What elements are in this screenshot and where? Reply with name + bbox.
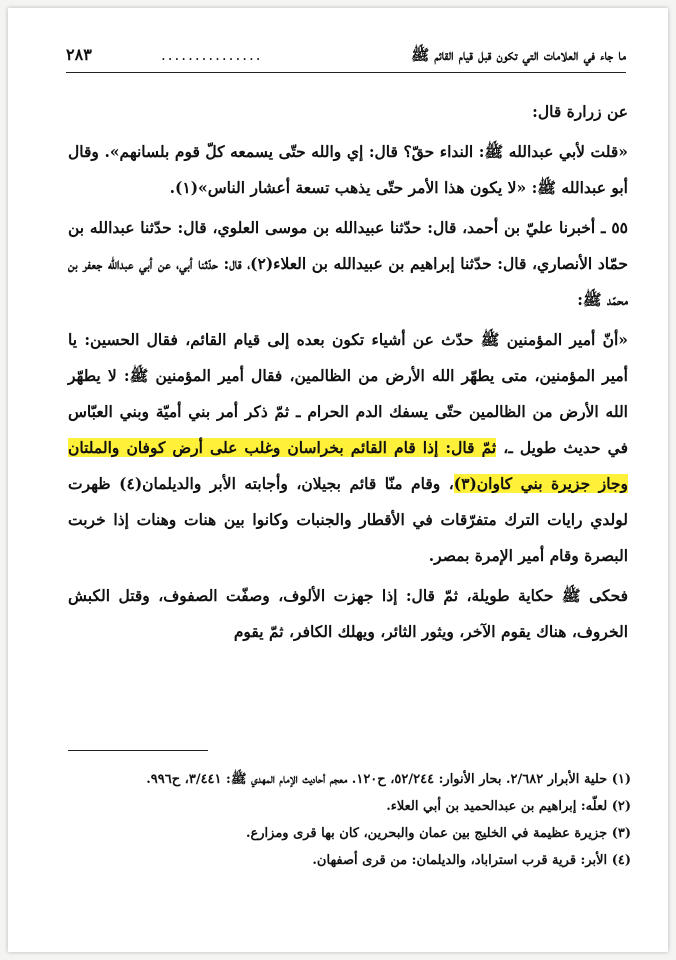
footnote-1: (١) حلية الأبرار ٢/٦٨٢. بحار الأنوار: ٥٢/٢٤٤، ح١٢٠. معجم أحاديث الإمام المهدي ﷺ: ٣/٤٤١، ح٩٩٦. — [146, 772, 631, 787]
footnote-3: (٣) جزيرة عظيمة في الخليج بين عمان والبحرين، كان بها قرى ومزارع. — [245, 826, 631, 841]
header-leader-dots: ............... — [161, 46, 263, 64]
paragraph-hadith-2 — [68, 322, 628, 574]
paragraph-isnad-55: ٥٥ ـ أخبرنا عليّ بن أحمد، قال: حدّثنا عبيدالله بن موسى العلوي، قال: حدّثنا عبدالله بن حمّاد الأنصاري، قال: حدّثنا إبراهيم بن عبيدالله بن العلاء(٢)، قال: حدّثنا أبي، عن أبي عبدالله جعفر بن محمّد ﷺ: — [68, 218, 628, 309]
text-before-highlight: «أنّ أمير المؤمنين ﷺ حدّث عن أشياء تكون بعده إلى قيام القائم، فقال الحسين: يا أمير المؤمنين، متى يطهّر الله الأرض من الظالمين، فقال أمير المؤمنين ﷺ: لا يطهّر الله الأرض من الظالمين حتّى يسفك الدم الحرام ـ ثمّ ذكر أمر بني أميّة وبني العبّاس في حديث طويل ـ، — [68, 330, 629, 457]
text-after-highlight: ، وقام منّا قائم بجيلان، وأجابته الأبر والديلمان(٤) ظهرت لولدي رايات الترك متفرّقات في الأقطار والجنبات وكانوا بين هنات وهنات إذا خربت البصرة وقام أمير الإمرة بمصر. — [68, 474, 628, 565]
running-header — [66, 42, 626, 73]
page-number: ٢٨٣ — [66, 45, 92, 64]
highlighted-passage: ثمّ قال: إذا قام القائم بخراسان وغلب على أرض كوفان والملتان وجاز جزيرة بني كاوان(٣) — [68, 438, 628, 493]
footnotes — [66, 766, 631, 874]
paragraph-hadith-1: «قلت لأبي عبدالله ﷺ: النداء حقّ؟ قال: إي والله حتّى يسمعه كلّ قوم بلسانهم». وقال أبو عبدالله ﷺ: «لا يكون هذا الأمر حتّى يذهب تسعة أعشار الناس»(١). — [68, 142, 628, 197]
footnote-separator — [68, 750, 208, 751]
paragraph-narrator: عن زرارة قال: — [532, 102, 628, 121]
footnote-4: (٤) الأبر: قرية قرب استراباد، والديلمان: من قرى أصفهان. — [312, 853, 631, 868]
book-page — [8, 8, 668, 952]
chapter-title: ما جاء في العلامات التي تكون قبل قيام القائم ﷺ — [411, 46, 626, 64]
paragraph-continuation: فحكى ﷺ حكاية طويلة، ثمّ قال: إذا جهزت الألوف، وصفّت الصفوف، وقتل الكبش الخروف، هناك يقوم الآخر، ويثور الثائر، ويهلك الكافر، ثمّ يقوم — [68, 586, 628, 641]
footnote-2: (٢) لعلّه: إبراهيم بن عبدالحميد بن أبي العلاء. — [386, 799, 631, 814]
main-text — [68, 94, 628, 654]
